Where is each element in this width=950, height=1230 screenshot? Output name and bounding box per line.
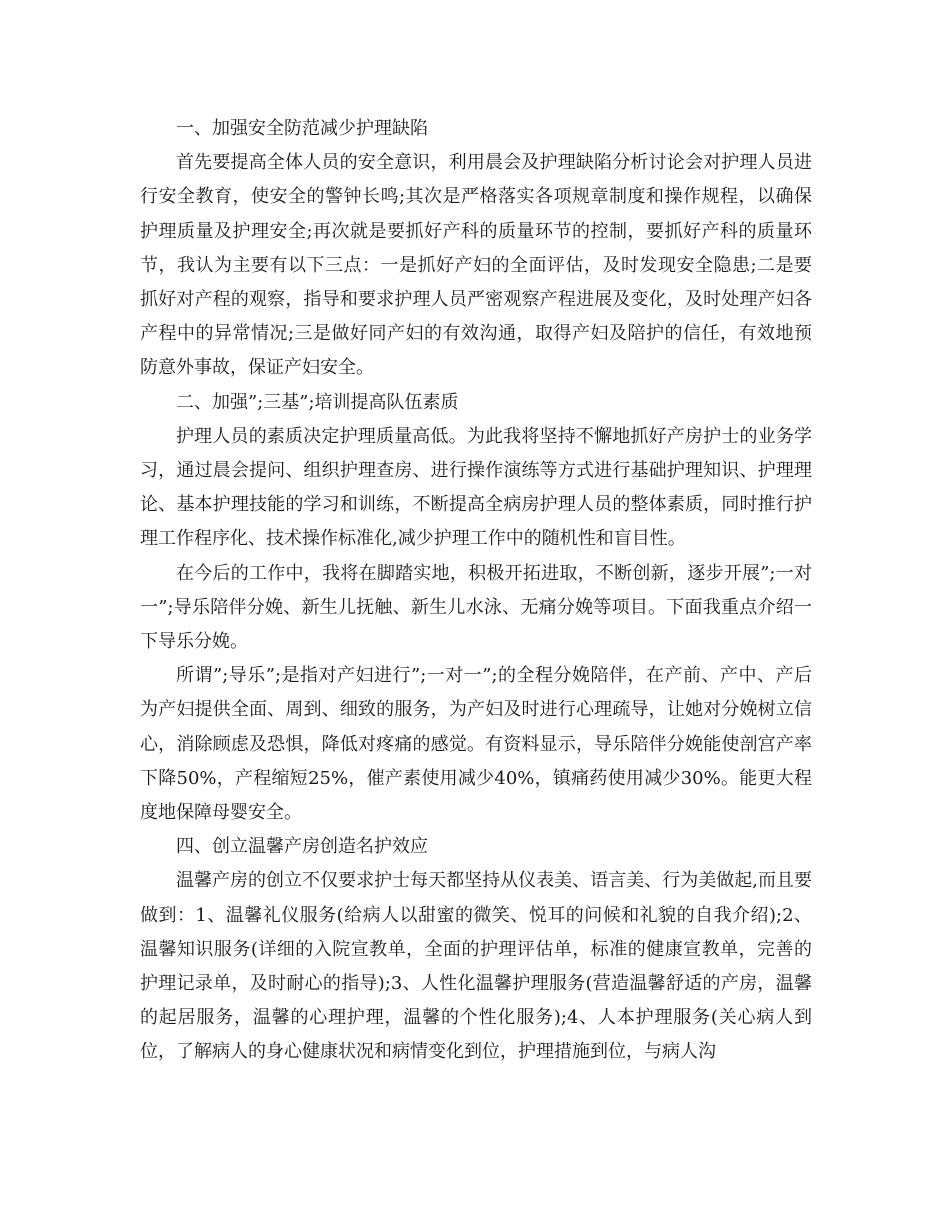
section-heading-4: 四、创立温馨产房创造名护效应 — [176, 836, 428, 858]
section-heading-1: 一、加强安全防范减少护理缺陷 — [176, 118, 428, 139]
document-body — [140, 112, 812, 1070]
paragraph-doula: 所谓”;导乐”;是指对产妇进行”;一对一”;的全程分娩陪伴，在产前、产中、产后为产妇提供全面、周到、细致的服务，为产妇及时进行心理疏导，让她对分娩树立信心，消除顾虑及恐惧，降低对疼痛的感觉。有资料显示，导乐陪伴分娩能使剖宫产率下降50%，产程缩短25%，催产素使用减少40%，镇痛药使用减少30%。能更大程度地保障母婴安全。 — [140, 665, 812, 824]
paragraph-safety: 首先要提高全体人员的安全意识，利用晨会及护理缺陷分析讨论会对护理人员进行安全教育，使安全的警钟长鸣;其次是严格落实各项规章制度和操作规程，以确保护理质量及护理安全;再次就是要抓好产科的质量环节的控制，要抓好产科的质量环节，我认为主要有以下三点：一是抓好产妇的全面评估，及时发现安全隐患;二是要抓好对产程的观察，指导和要求护理人员严密观察产程进展及变化，及时处理产妇各产程中的异常情况;三是做好同产妇的有效沟通，取得产妇及陪护的信任，有效地预防意外事故，保证产妇安全。 — [140, 152, 812, 379]
paragraph-warm-delivery-room: 温馨产房的创立不仅要求护士每天都坚持从仪表美、语言美、行为美做起,而且要做到：1、温馨礼仪服务(给病人以甜蜜的微笑、悦耳的问候和礼貌的自我介绍);2、温馨知识服务(详细的入院宣教单，全面的护理评估单，标准的健康宣教单，完善的护理记录单，及时耐心的指导);3、人性化温馨护理服务(营造温馨舒适的产房，温馨的起居服务，温馨的心理护理，温馨的个性化服务);4、人本护理服务(关心病人到位，了解病人的身心健康状况和病情变化到位，护理措施到位，与病人沟 — [140, 870, 812, 1063]
section-heading-2: 二、加强”;三基”;培训提高队伍素质 — [176, 391, 459, 413]
paragraph-training: 护理人员的素质决定护理质量高低。为此我将坚持不懈地抓好产房护士的业务学习，通过晨会提问、组织护理查房、进行操作演练等方式进行基础护理知识、护理理论、基本护理技能的学习和训练，不断提高全病房护理人员的整体素质，同时推行护理工作程序化、技术操作标准化,减少护理工作中的随机性和盲目性。 — [140, 425, 812, 550]
paragraph-future-work: 在今后的工作中，我将在脚踏实地，积极开拓进取，不断创新，逐步开展”;一对一”;导乐陪伴分娩、新生儿抚触、新生儿水泳、无痛分娩等项目。下面我重点介绍一下导乐分娩。 — [140, 562, 812, 653]
